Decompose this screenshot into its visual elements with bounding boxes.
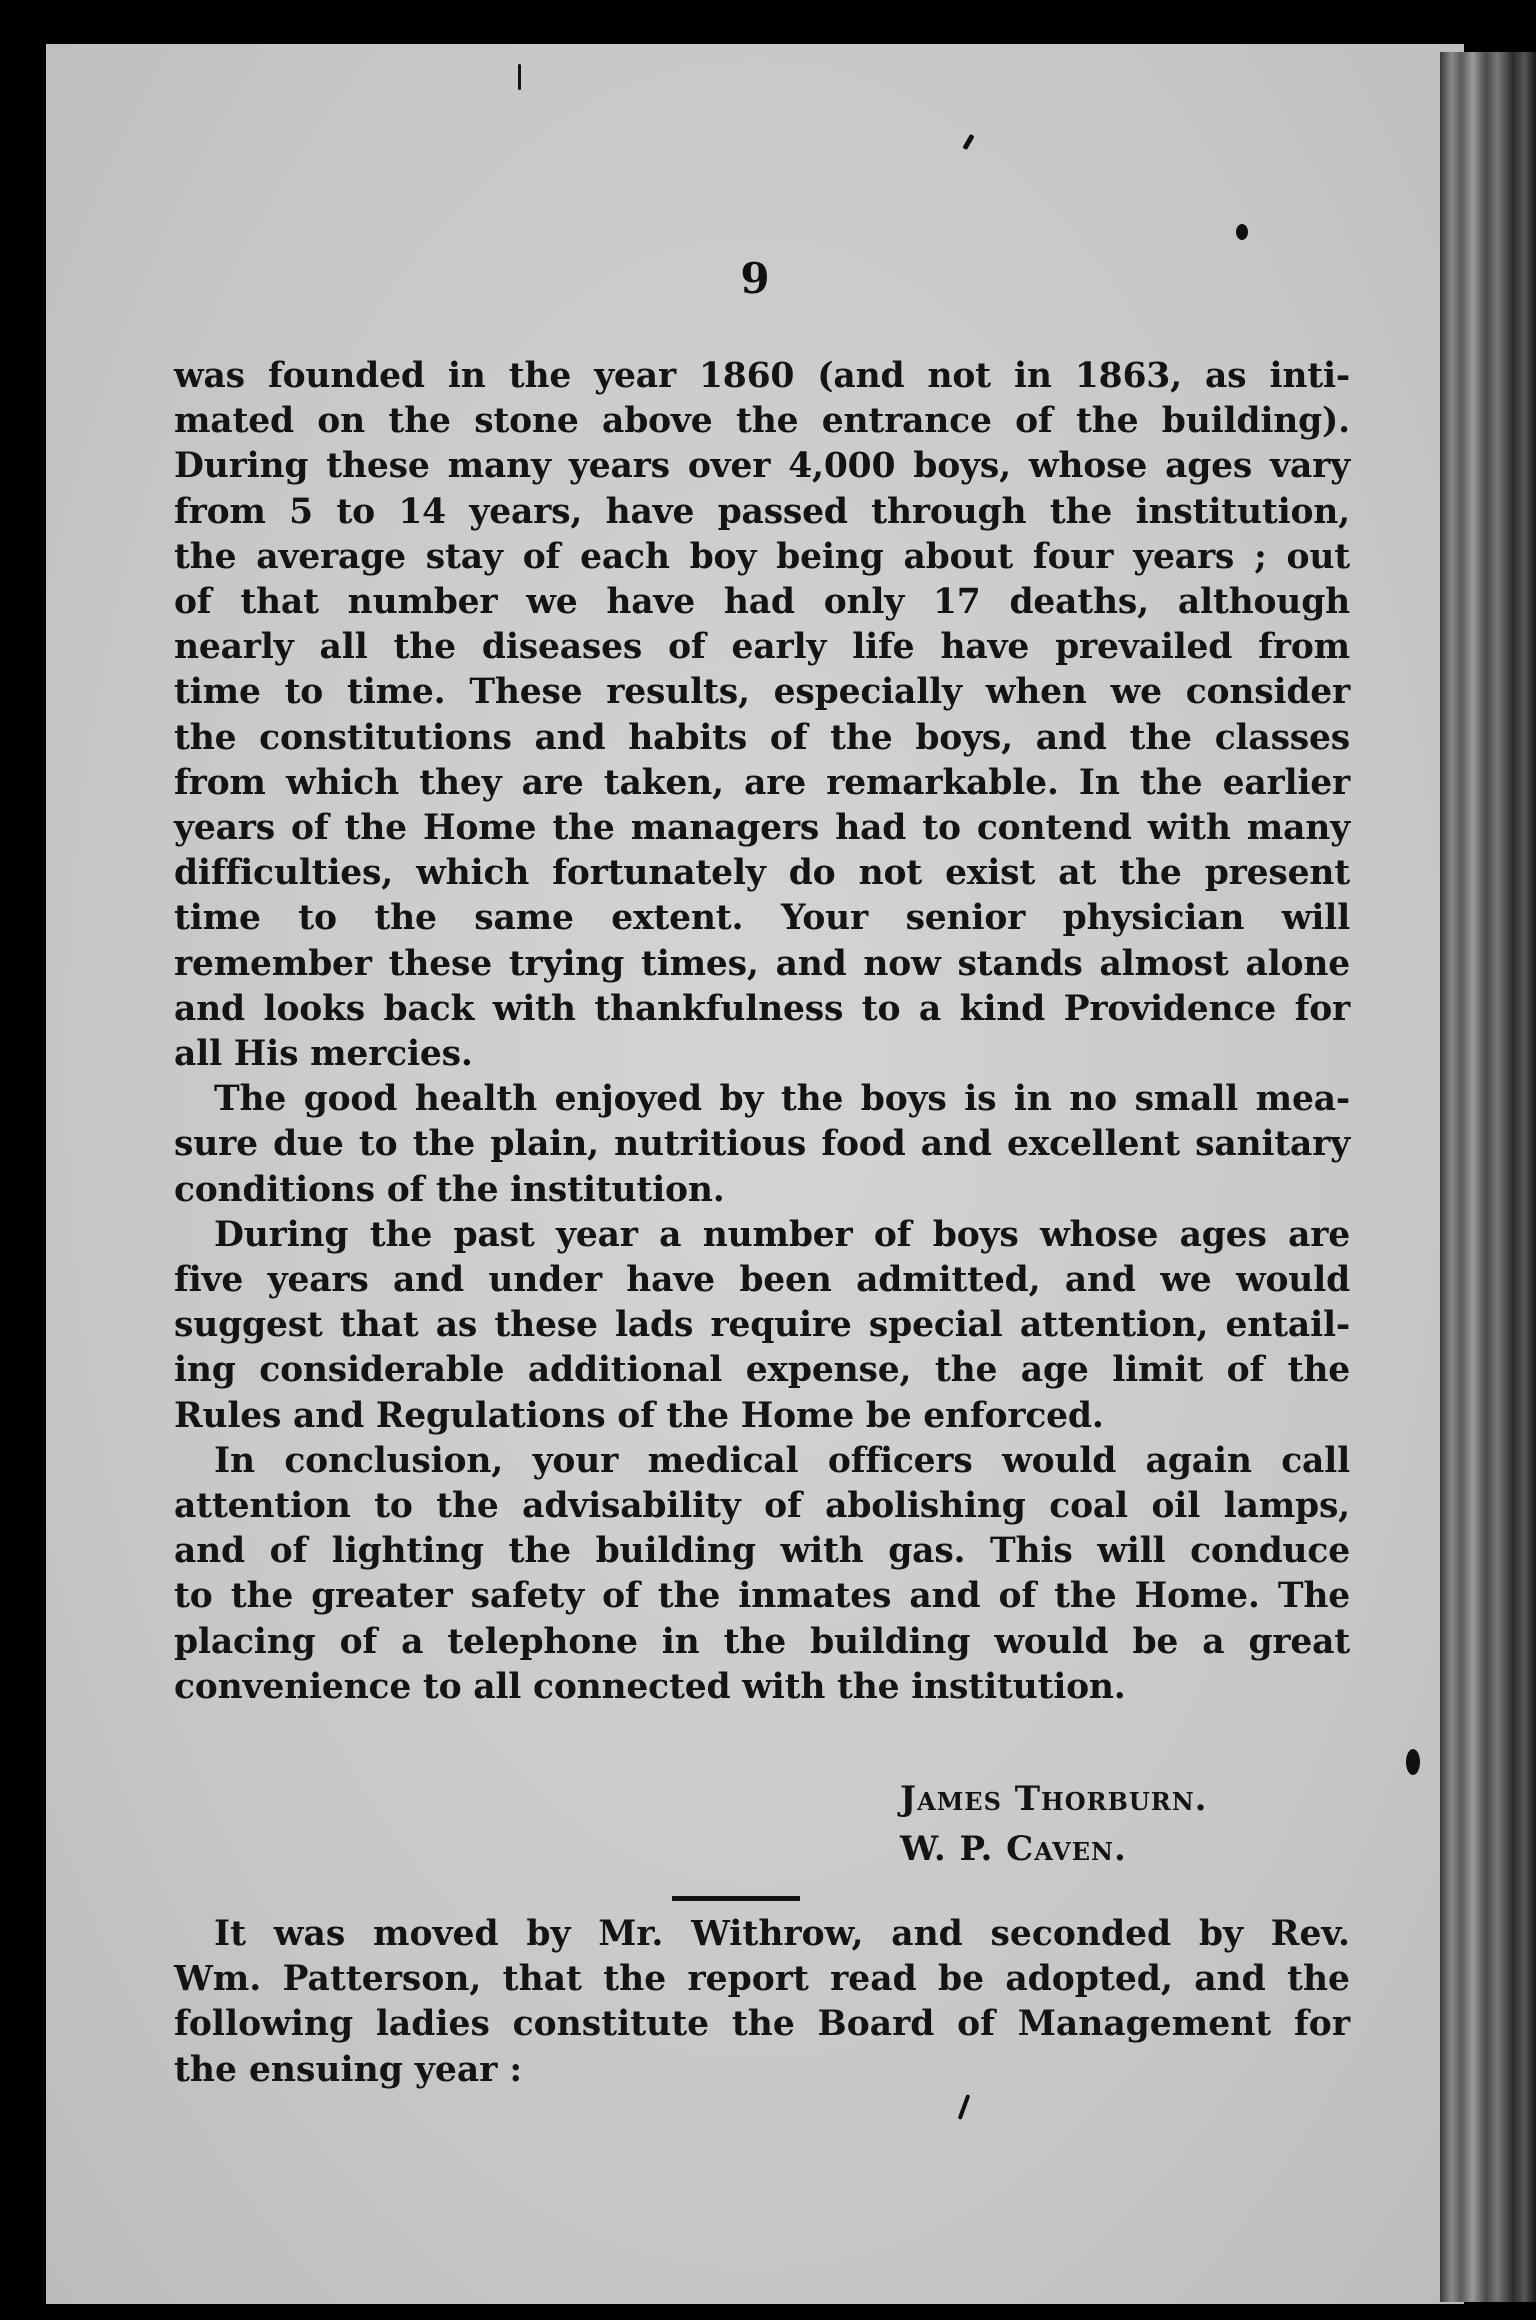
text-line: years of the Home the managers had to contend with many: [174, 808, 1350, 849]
motion-paragraph: [174, 1912, 1350, 2093]
signature-thorburn: James Thorburn.: [900, 1779, 1208, 1819]
text-line: placing of a telephone in the building would be a great: [174, 1621, 1350, 1662]
text-line: difficulties, which fortunately do not exist at the present: [174, 853, 1350, 894]
text-line: from which they are taken, are remarkable. In the earlier: [174, 762, 1350, 803]
paragraph-conclusion: [174, 1439, 1350, 1710]
text-line: The good health enjoyed by the boys is in no small mea-: [214, 1079, 1350, 1120]
text-line: was founded in the year 1860 (and not in 1863, as inti-: [174, 356, 1350, 396]
motion-lines: [174, 1912, 1350, 2093]
text-line: During these many years over 4,000 boys, whose ages vary: [174, 446, 1350, 487]
text-line: mated on the stone above the entrance of the building).: [174, 401, 1350, 442]
paragraph-health: [174, 1077, 1350, 1213]
paragraph-admissions: [174, 1213, 1350, 1439]
text-line: to the greater safety of the inmates and of the Home. The: [174, 1576, 1350, 1617]
signature-block: [900, 1774, 1208, 1874]
book-spine-edge: [1440, 52, 1536, 2302]
text-line: and of lighting the building with gas. This will conduce: [174, 1531, 1350, 1572]
text-line: nearly all the diseases of early life have prevailed from: [174, 627, 1350, 668]
text-line: remember these trying times, and now stands almost alone: [174, 943, 1350, 984]
text-line: following ladies constitute the Board of Management for: [174, 2004, 1350, 2045]
ink-speck: [518, 64, 521, 90]
text-line: suggest that as these lads require special attention, entail-: [174, 1305, 1350, 1346]
paragraph-history: [174, 354, 1350, 1077]
report-body: [174, 354, 1350, 1710]
text-line: time to the same extent. Your senior physician will: [174, 898, 1350, 939]
text-line: time to time. These results, especially when we consider: [174, 672, 1350, 713]
text-line: It was moved by Mr. Withrow, and seconded by Rev.: [214, 1914, 1350, 1954]
section-divider: [672, 1896, 800, 1901]
text-line: conditions of the institution.: [174, 1169, 725, 1210]
text-line: from 5 to 14 years, have passed through the institution,: [174, 491, 1350, 532]
text-line: and looks back with thankfulness to a kind Providence for: [174, 988, 1350, 1029]
text-line: five years and under have been admitted, and we would: [174, 1260, 1350, 1301]
text-line: In conclusion, your medical officers would again call: [214, 1440, 1350, 1481]
text-line: sure due to the plain, nutritious food and excellent sanitary: [174, 1124, 1350, 1165]
signature-caven: W. P. Caven.: [900, 1829, 1127, 1869]
text-line: ing considerable additional expense, the age limit of the: [174, 1350, 1350, 1391]
text-line: the constitutions and habits of the boys, and the classes: [174, 717, 1350, 758]
book-page: [46, 44, 1464, 2304]
text-line: During the past year a number of boys whose ages are: [214, 1214, 1350, 1255]
page-number: 9: [740, 254, 770, 303]
text-line: Rules and Regulations of the Home be enforced.: [174, 1395, 1104, 1436]
text-line: attention to the advisability of abolishing coal oil lamps,: [174, 1486, 1350, 1527]
text-line: convenience to all connected with the institution.: [174, 1666, 1126, 1707]
text-line: the ensuing year :: [174, 2049, 523, 2090]
text-line: all His mercies.: [174, 1034, 473, 1075]
ink-speck: [1236, 224, 1248, 240]
ink-speck: [1406, 1749, 1420, 1775]
text-line: of that number we have had only 17 deaths, although: [174, 582, 1350, 623]
text-line: Wm. Patterson, that the report read be adopted, and the: [174, 1959, 1350, 2000]
ink-speck: [958, 2094, 971, 2120]
text-line: the average stay of each boy being about four years ; out: [174, 536, 1350, 577]
ink-speck: [962, 134, 974, 150]
